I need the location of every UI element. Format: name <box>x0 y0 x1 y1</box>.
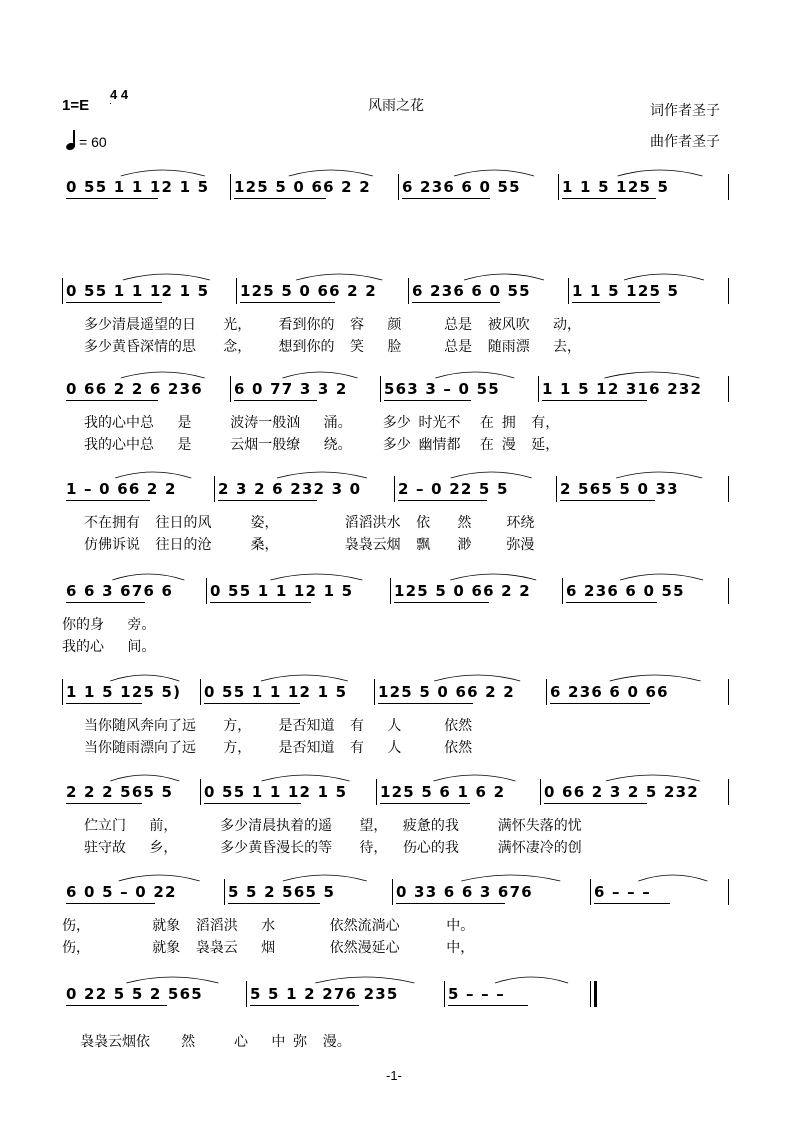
measure: 0 33 6 6 3 676 <box>396 883 533 901</box>
measure: 5 5 2 565 5 <box>228 883 336 901</box>
slur <box>296 274 382 280</box>
slur <box>270 574 362 580</box>
slur <box>616 472 702 478</box>
slur <box>261 675 348 681</box>
measure: 0 55 1 1 12 1 5 <box>204 783 348 801</box>
slur <box>283 372 358 378</box>
slur <box>112 574 184 580</box>
measure: 6 – – – <box>594 883 652 901</box>
measure: 1 – 0 66 2 2 <box>66 480 177 498</box>
slur <box>121 170 205 176</box>
slur <box>277 472 367 478</box>
measure: 2 3 2 6 232 3 0 <box>218 480 362 498</box>
measure: 6 0 5 – 0 22 <box>66 883 177 901</box>
slur <box>115 472 191 478</box>
slur <box>450 574 536 580</box>
slur <box>289 170 373 176</box>
lyric-line: 伤， 就象 滔滔洪 水 依然流淌心 中。 <box>62 917 475 933</box>
lyric-line: 多少清晨遥望的日 光， 看到你的 容 颜 总是 被风吹 动， <box>84 316 582 332</box>
lyric-line: 我的心中总 是 波涛一般汹 涌。 多少 时光不 在 拥 有， <box>84 414 560 430</box>
slur <box>434 675 520 681</box>
slur <box>495 977 568 983</box>
measure: 6 236 6 0 55 <box>566 582 685 600</box>
meter-bottom: 4 <box>120 87 129 102</box>
slur <box>315 977 414 983</box>
measure: 0 22 5 5 2 565 <box>66 985 203 1003</box>
measure: 1 1 5 125 5) <box>66 683 182 701</box>
measure: 0 55 1 1 12 1 5 <box>210 582 354 600</box>
lyric-line: 当你随风奔向了远 方， 是否知道 有 人 依然 <box>84 717 473 733</box>
slur <box>454 170 534 176</box>
slur <box>620 574 703 580</box>
measure: 125 5 0 66 2 2 <box>234 178 371 196</box>
measure: 1 1 5 12 316 232 <box>542 380 703 398</box>
lyric-line: 不在拥有 往日的风 姿， 滔滔洪水 依 然 环绕 <box>84 514 535 530</box>
lyric-line: 你的身 旁。 <box>62 616 156 632</box>
measure: 6 6 3 676 6 <box>66 582 174 600</box>
slur <box>119 875 200 881</box>
measure: 6 236 6 0 66 <box>550 683 669 701</box>
measure: 0 55 1 1 12 1 5 <box>204 683 348 701</box>
lyric-line: 仿佛诉说 往日的沧 桑， 袅袅云烟 飘 渺 弥漫 <box>84 536 535 552</box>
measure: 0 55 1 1 12 1 5 <box>66 282 210 300</box>
slur <box>435 372 514 378</box>
measure: 1 1 5 125 5 <box>572 282 680 300</box>
meter-top: 4 <box>110 87 118 102</box>
slur <box>123 274 210 280</box>
slur <box>121 372 205 378</box>
tempo-marking: = 60 <box>66 130 107 150</box>
measure: 125 5 0 66 2 2 <box>240 282 377 300</box>
measure: 2 2 2 565 5 <box>66 783 174 801</box>
measure: 5 5 1 2 276 235 <box>250 985 399 1003</box>
lyric-line: 我的心 间。 <box>62 638 156 654</box>
slur <box>606 775 700 781</box>
slur <box>126 977 218 983</box>
slur <box>110 775 179 781</box>
measure: 1 1 5 125 5 <box>562 178 670 196</box>
measure: 6 236 6 0 55 <box>402 178 521 196</box>
slur <box>262 775 350 781</box>
measure: 6 0 77 3 3 2 <box>234 380 348 398</box>
measure: 0 66 2 3 2 5 232 <box>544 783 699 801</box>
slur <box>618 170 703 176</box>
lyric-line: 伤， 就象 袅袅云 烟 依然漫延心 中， <box>62 939 475 955</box>
page-number: -1- <box>386 1068 402 1083</box>
measure: 0 66 2 2 6 236 <box>66 380 203 398</box>
slur <box>451 472 532 478</box>
song-title: 风雨之花 <box>368 97 424 113</box>
lyric-line: 我的心中总 是 云烟一般缭 绕。 多少 幽情都 在 漫 延， <box>84 436 560 452</box>
slur <box>110 675 179 681</box>
slur <box>433 775 515 781</box>
lyric-line: 袅袅云烟依 然 心 中 弥 漫。 <box>80 1033 351 1049</box>
measure: 5 – – – <box>448 985 506 1003</box>
slur <box>605 372 700 378</box>
measure: 563 3 – 0 55 <box>384 380 500 398</box>
measure: 125 5 0 66 2 2 <box>378 683 515 701</box>
lyric-line: 伫立门 前， 多少清晨执着的遥 望， 疲惫的我 满怀失落的忧 <box>84 817 582 833</box>
measure: 6 236 6 0 55 <box>412 282 531 300</box>
measure: 0 55 1 1 12 1 5 <box>66 178 210 196</box>
measure: 125 5 0 66 2 2 <box>394 582 531 600</box>
slur <box>638 875 707 881</box>
measure: 125 5 6 1 6 2 <box>380 783 506 801</box>
measure: 2 – 0 22 5 5 <box>398 480 509 498</box>
slur <box>610 675 701 681</box>
measure: 2 565 5 0 33 <box>560 480 679 498</box>
slur <box>624 274 704 280</box>
lyric-line: 驻守故 乡， 多少黄昏漫长的等 待， 伤心的我 满怀凄冷的创 <box>84 839 582 855</box>
lyric-line: 当你随雨漂向了远 方， 是否知道 有 人 依然 <box>84 739 473 755</box>
lyric-line: 多少黄昏深情的思 念， 想到你的 笑 脸 总是 随雨漂 去， <box>84 338 582 354</box>
slur <box>461 875 560 881</box>
key-signature: 1=E <box>62 97 90 114</box>
slur <box>464 274 544 280</box>
slur <box>283 875 367 881</box>
lyricist-credit: 词作者圣子 <box>650 102 720 118</box>
composer-credit: 曲作者圣子 <box>650 133 720 149</box>
